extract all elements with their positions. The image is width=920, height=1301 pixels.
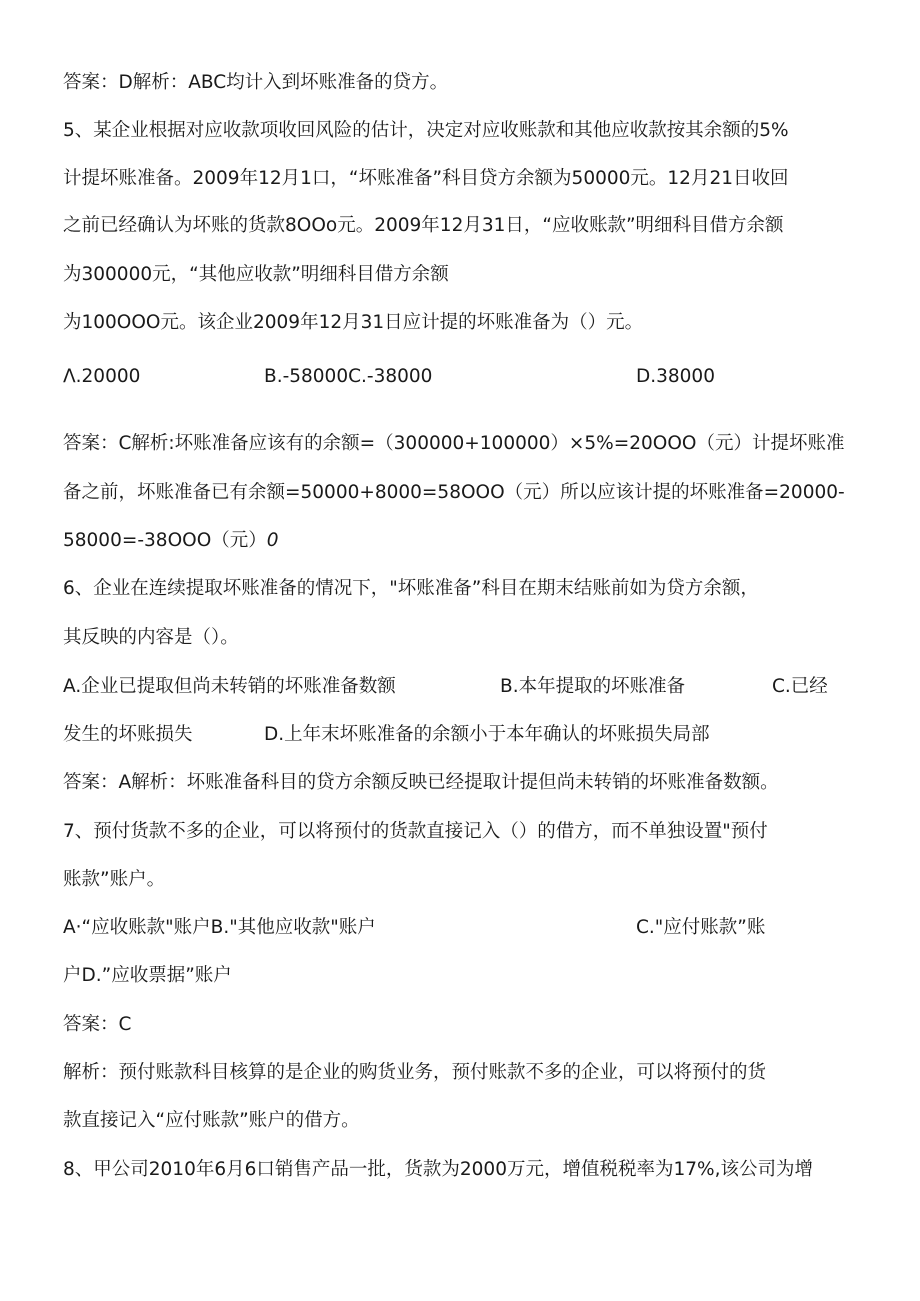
- q6-option-b: B.本年提取的坏账准备: [500, 676, 686, 697]
- q5-stem-line-4: 为300000元，“其他应收款”明细科目借方余额: [63, 264, 449, 285]
- q6-answer: 答案：A解析：坏账准备科目的贷方余额反映已经提取计提但尚未转销的坏账准备数额。: [63, 772, 779, 793]
- q7-stem-line-2: 账款”账户。: [63, 869, 166, 890]
- q7-stem-line-1: 7、预付货款不多的企业，可以将预付的货款直接记入（）的借方，而不单独设置"预付: [63, 821, 768, 842]
- q5-stem-line-5: 为100OOO元。该企业2009年12月31日应计提的坏账准备为（）元。: [63, 312, 644, 333]
- q5-stem-line-2: 计提坏账准备。2009年12月1口，“坏账准备”科目贷方余额为50000元。12月21日收回: [63, 168, 789, 189]
- q6-option-c: C.已经: [772, 676, 828, 697]
- q4-answer: 答案：D解析：ABC均计入到坏账准备的贷方。: [63, 72, 449, 93]
- q8-stem-line-1: 8、甲公司2010年6月6口销售产品一批，货款为2000万元，增值税税率为17%,该公司为增: [63, 1159, 813, 1180]
- q5-answer-line-1: 答案：C解析:坏账准备应该有的余额=（300000+100000）×5%=20OOO（元）计提坏账准: [63, 433, 845, 454]
- q6-option-a: A.企业已提取但尚未转销的坏账准备数额: [63, 676, 396, 697]
- q7-analysis-line-2: 款直接记入“应付账款”账户的借方。: [63, 1110, 360, 1131]
- q6-stem-line-2: 其反映的内容是（）。: [63, 627, 239, 648]
- q5-answer-line-3-text: 58000=-38OOO（元）: [63, 530, 267, 551]
- q7-option-c: C."应付账款”账: [636, 917, 766, 938]
- q5-answer-line-2: 备之前，坏账准备已有余额=50000+8000=58OOO（元）所以应该计提的坏账准备=20000-: [63, 482, 845, 503]
- q6-stem-line-1: 6、企业在连续提取坏账准备的情况下，"坏账准备”科目在期末结账前如为贷方余额，: [63, 578, 759, 599]
- q6-option-c-cont: 发生的坏账损失: [63, 724, 193, 745]
- q5-answer-line-3-tail: 0: [266, 530, 279, 551]
- q5-option-d: D.38000: [636, 366, 715, 387]
- q7-analysis-line-1: 解析：预付账款科目核算的是企业的购货业务，预付账款不多的企业，可以将预付的货: [63, 1062, 767, 1083]
- q5-stem-line-3: 之前已经确认为坏账的货款8OOo元。2009年12月31日，“应收账款”明细科目借方余额: [63, 215, 784, 236]
- q7-option-ab: A·“应收账款"账户B."其他应收款"账户: [63, 917, 376, 938]
- q5-option-bc: B.-58000C.-38000: [264, 366, 433, 387]
- q7-option-cd: 户D.”应收票据”账户: [63, 965, 232, 986]
- q5-answer-line-3: [63, 529, 279, 553]
- q6-option-d: D.上年末坏账准备的余额小于本年确认的坏账损失局部: [264, 724, 710, 745]
- q5-option-a: Λ.20000: [63, 366, 141, 387]
- q5-stem-line-1: 5、某企业根据对应收款项收回风险的估计，决定对应收账款和其他应收款按其余额的5%: [63, 120, 789, 141]
- q7-answer: 答案：C: [63, 1014, 132, 1035]
